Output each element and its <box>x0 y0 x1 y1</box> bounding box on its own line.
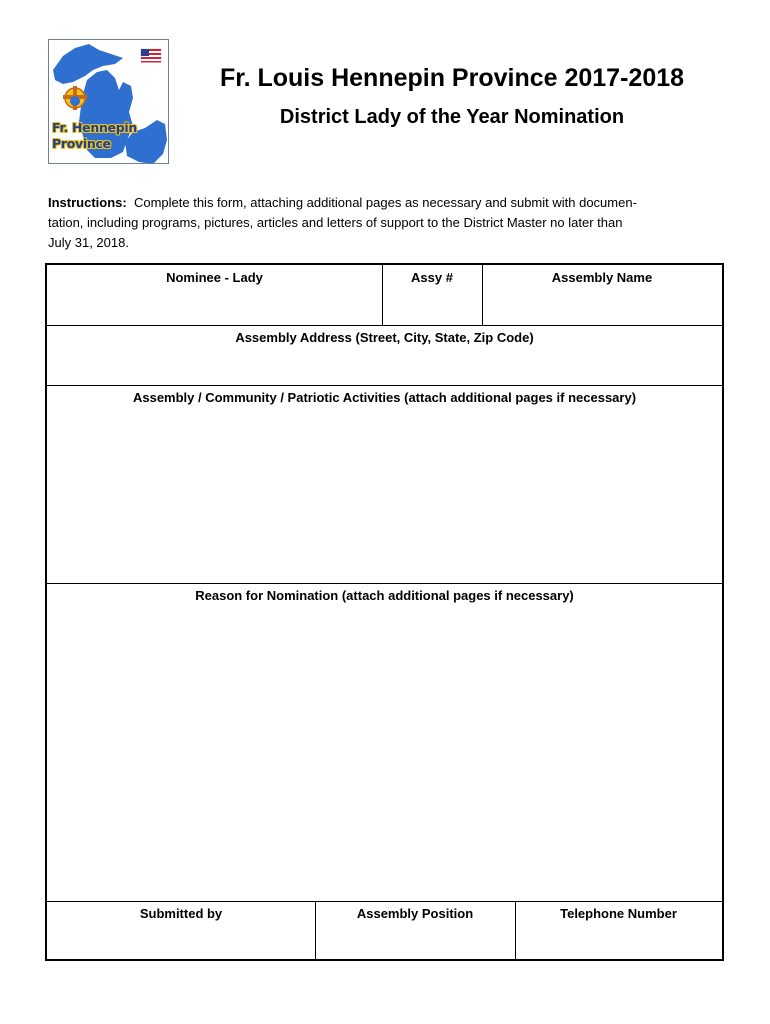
province-logo <box>48 39 169 164</box>
assy-number-label: Assy # <box>411 270 453 285</box>
instructions <box>48 193 678 253</box>
assembly-position-label: Assembly Position <box>356 906 474 921</box>
logo-text-line1: Fr. Hennepin <box>52 120 137 135</box>
nominee-field[interactable] <box>47 265 382 325</box>
assembly-address-label: Assembly Address (Street, City, State, Zip Code) <box>235 330 534 345</box>
telephone-field[interactable] <box>515 901 722 959</box>
instructions-line2: tation, including programs, pictures, articles and letters of support to the District Master no later than <box>48 215 623 230</box>
instructions-label: Instructions: <box>48 195 127 210</box>
assembly-address-field[interactable] <box>47 325 722 385</box>
nominee-label: Nominee - Lady <box>166 270 263 285</box>
instructions-line3: July 31, 2018. <box>48 235 129 250</box>
reason-label: Reason for Nomination (attach additional pages if necessary) <box>195 588 574 603</box>
activities-field[interactable] <box>47 385 722 583</box>
assembly-name-field[interactable] <box>482 265 722 325</box>
page-title: Fr. Louis Hennepin Province 2017-2018 <box>219 64 685 92</box>
reason-field[interactable] <box>47 583 722 901</box>
assembly-position-field[interactable] <box>315 901 515 959</box>
activities-label: Assembly / Community / Patriotic Activities (attach additional pages if necessary) <box>132 390 637 405</box>
telephone-label: Telephone Number <box>560 906 677 921</box>
assembly-name-label: Assembly Name <box>551 270 653 285</box>
page-subtitle: District Lady of the Year Nomination <box>279 106 625 128</box>
submitted-by-field[interactable] <box>47 901 315 959</box>
us-flag-icon <box>141 49 161 63</box>
nomination-form <box>45 263 724 961</box>
submitted-by-label: Submitted by <box>139 906 223 921</box>
logo-text-line2: Province <box>52 136 111 151</box>
instructions-line1: Complete this form, attaching additional pages as necessary and submit with documen- <box>133 195 637 210</box>
assy-number-field[interactable] <box>382 265 482 325</box>
